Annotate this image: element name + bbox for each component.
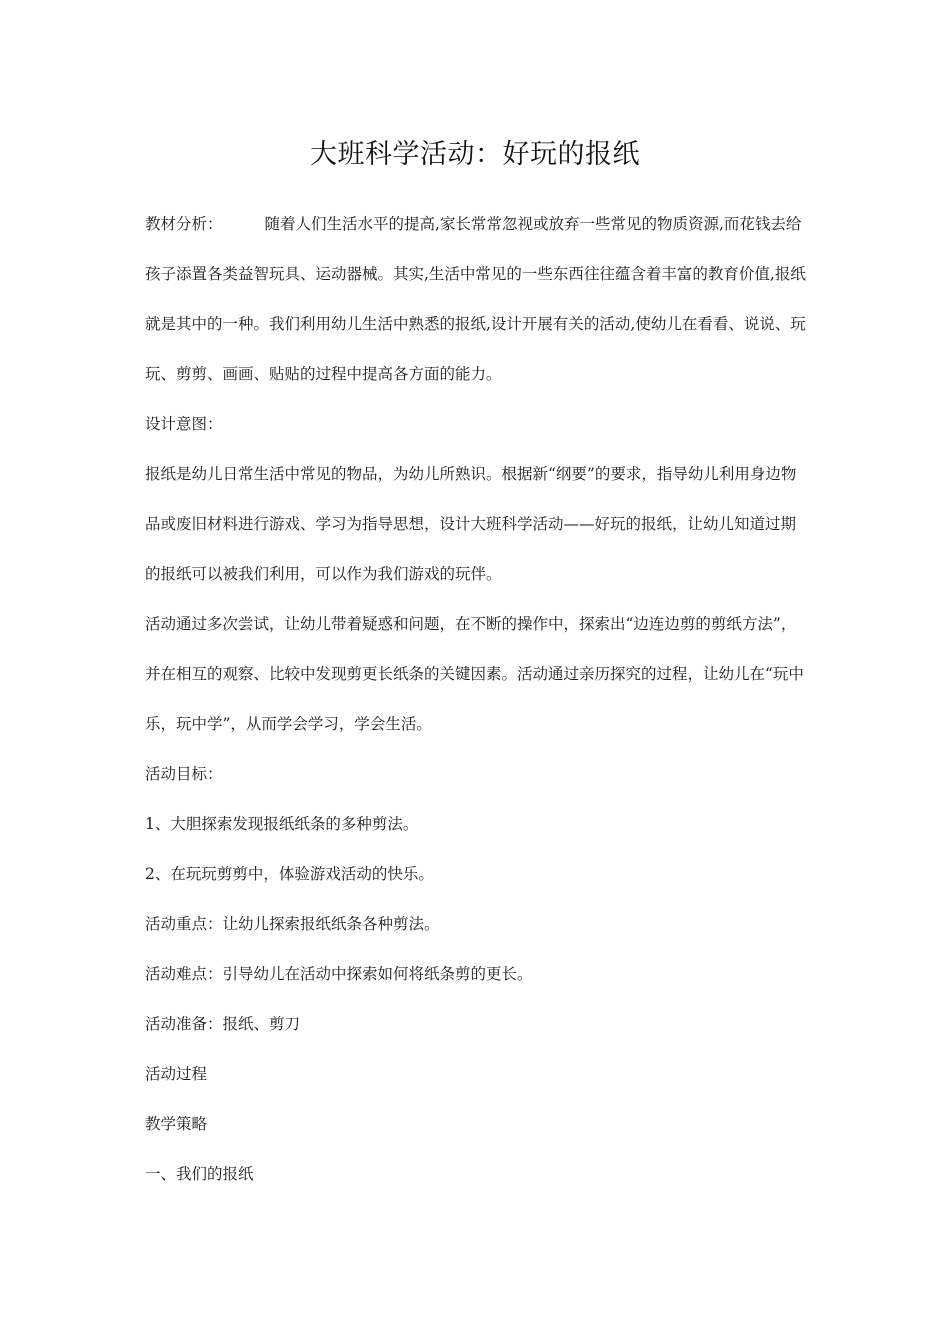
key-point: 活动重点：让幼儿探索报纸纸条各种剪法。	[145, 915, 440, 933]
process-label: 活动过程	[145, 1065, 208, 1083]
document-body	[145, 199, 810, 1199]
strategy-label: 教学策略	[145, 1115, 208, 1133]
section-heading-1: 一、我们的报纸	[145, 1165, 254, 1183]
analysis-text: 随着人们生活水平的提高,家长常常忽视或放弃一些常见的物质资源,而花钱去给孩子添置各类益智玩具、运动器械。其实,生活中常见的一些东西往往蕴含着丰富的教育价值,报纸就是其中的一种。我们利用幼儿生活中熟悉的报纸,设计开展有关的活动,使幼儿在看看、说说、玩玩、剪剪、画画、贴贴的过程中提高各方面的能力。	[145, 215, 806, 383]
document-title: 大班科学活动：好玩的报纸	[310, 139, 640, 170]
analysis-label: 教材分析：	[145, 215, 223, 233]
design-label: 设计意图：	[145, 415, 223, 433]
design-paragraph-1: 报纸是幼儿日常生活中常见的物品，为幼儿所熟识。根据新“纲要”的要求，指导幼儿利用身边物品或废旧材料进行游戏、学习为指导思想，设计大班科学活动——好玩的报纸，让幼儿知道过期的报纸可以被我们利用，可以作为我们游戏的玩伴。	[145, 465, 797, 583]
difficulty-point: 活动难点：引导幼儿在活动中探索如何将纸条剪的更长。	[145, 965, 533, 983]
goals-label: 活动目标：	[145, 765, 223, 783]
design-paragraph-2: 活动通过多次尝试，让幼儿带着疑惑和问题，在不断的操作中，探索出“边连边剪的剪纸方法”，并在相互的观察、比较中发现剪更长纸条的关键因素。活动通过亲历探究的过程，让幼儿在“玩中乐，玩中学”，从而学会学习，学会生活。	[145, 615, 804, 733]
analysis-paragraph	[145, 199, 810, 399]
goal-item-2: 2、在玩玩剪剪中，体验游戏活动的快乐。	[145, 865, 434, 883]
preparation: 活动准备：报纸、剪刀	[145, 1015, 301, 1033]
goal-item-1: 1、大胆探索发现报纸纸条的多种剪法。	[145, 815, 419, 833]
